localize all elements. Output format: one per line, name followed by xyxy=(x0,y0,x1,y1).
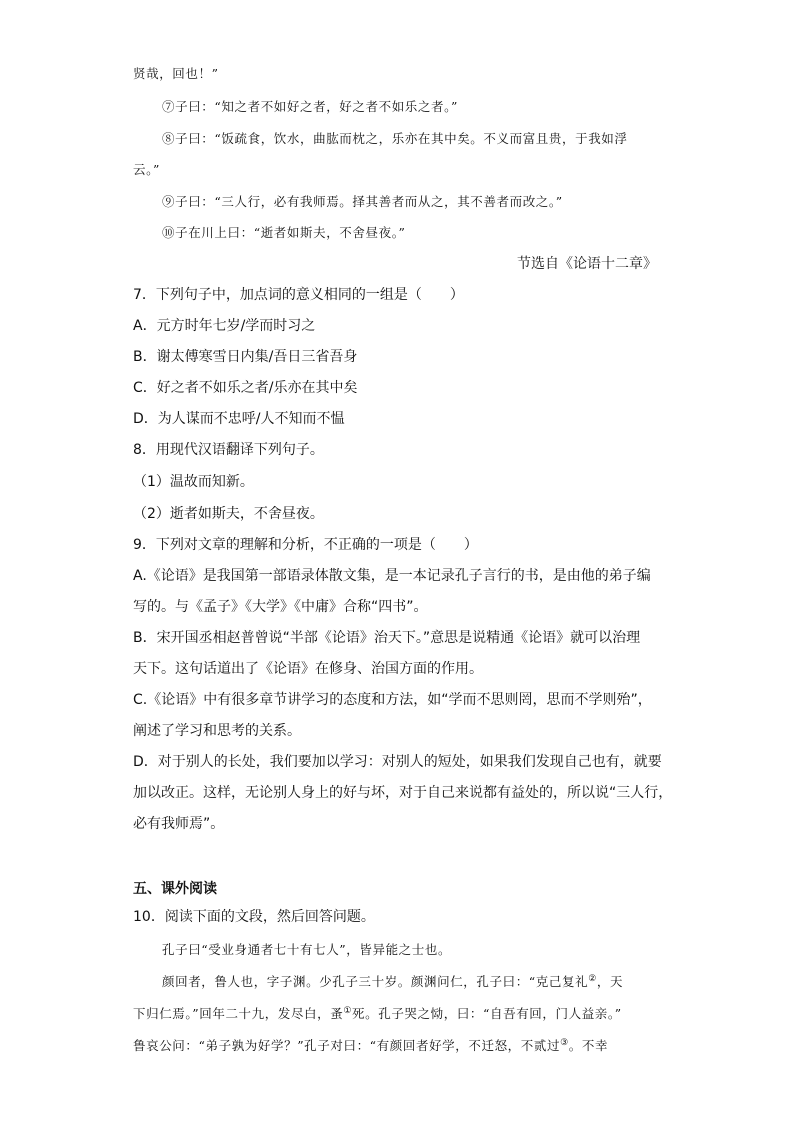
question-9-stem: 9．下列对文章的理解和分析，不正确的一项是（ ） xyxy=(133,537,478,553)
passage-line: 孔子曰“受业身通者七十有七人”，皆异能之士也。 xyxy=(162,942,452,957)
question-8-sentence-2: （2）逝者如斯夫，不舍昼夜。 xyxy=(133,506,324,522)
question-9-option-b: B．宋开国丞相赵普曾说“半部《论语》治天下。”意思是说精通《论语》就可以治理 xyxy=(133,630,641,646)
passage-line xyxy=(133,1036,608,1056)
question-9-option-d-cont: 必有我师焉”。 xyxy=(133,816,225,832)
passage-line: ⑨子曰：“三人行，必有我师焉。择其善者而从之，其不善者而改之。” xyxy=(162,194,563,209)
passage-text: ，天 xyxy=(596,974,624,989)
question-7-option-a: A．元方时年七岁/学而时习之 xyxy=(133,318,316,334)
question-7-option-b: B．谢太傅寒雪日内集/吾日三省吾身 xyxy=(133,349,358,365)
question-8-sentence-1: （1）温故而知新。 xyxy=(133,474,254,490)
passage-line: ⑩子在川上曰：“逝者如斯夫，不舍昼夜。” xyxy=(162,225,406,240)
passage-line: 贤哉，回也！” xyxy=(133,66,219,81)
question-9-option-b-cont: 天下。这句话道出了《论语》在修身、治国方面的作用。 xyxy=(133,661,483,677)
passage-line: 云。” xyxy=(133,162,160,177)
passage-line xyxy=(133,1004,622,1024)
question-10-stem: 10．阅读下面的文段，然后回答问题。 xyxy=(133,909,375,925)
passage-text: 颜回者，鲁人也，字子渊。少孔子三十岁。颜渊问仁，孔子曰：“克己复礼 xyxy=(162,974,589,989)
question-9-option-a-cont: 写的。与《孟子》《大学》《中庸》合称“四书”。 xyxy=(133,599,428,615)
passage-text: 下归仁焉。”回年二十九，发尽白，蚤 xyxy=(133,1006,344,1021)
question-7-stem: 7．下列句子中，加点词的意义相同的一组是（ ） xyxy=(133,287,464,303)
passage-line xyxy=(162,972,623,992)
passage-line: ⑦子曰：“知之者不如好之者，好之者不如乐之者。” xyxy=(162,99,458,114)
passage-line: ⑧子曰：“饭疏食，饮水，曲肱而枕之，乐亦在其中矣。不义而富且贵，于我如浮 xyxy=(162,131,628,146)
question-9-option-a: A.《论语》是我国第一部语录体散文集，是一本记录孔子言行的书，是由他的弟子编 xyxy=(133,568,651,584)
footnote-marker: ③ xyxy=(560,1037,569,1048)
question-9-option-d-cont: 加以改正。这样，无论别人身上的好与坏，对于自己来说都有益处的，所以说“三人行， xyxy=(133,785,673,801)
question-9-option-c: C.《论语》中有很多章节讲学习的态度和方法，如“学而不思则罔，思而不学则殆”， xyxy=(133,692,652,708)
question-9-option-c-cont: 阐述了学习和思考的关系。 xyxy=(133,723,301,739)
question-9-option-d: D．对于别人的长处，我们要加以学习：对别人的短处，如果我们发现自己也有，就要 xyxy=(133,754,662,770)
passage-source: 节选自《论语十二章》 xyxy=(517,256,657,272)
passage-text: 死。孔子哭之恸，曰：“自吾有回，门人益亲。” xyxy=(352,1006,622,1021)
footnote-marker: ① xyxy=(343,1005,353,1016)
question-7-option-d: D．为人谋而不忠呼/人不知而不愠 xyxy=(133,411,345,427)
question-7-option-c: C．好之者不如乐之者/乐亦在其中矣 xyxy=(133,380,358,396)
question-8-stem: 8．用现代汉语翻译下列句子。 xyxy=(133,442,324,458)
passage-text: 。不幸 xyxy=(568,1038,609,1053)
section-heading: 五、课外阅读 xyxy=(133,881,217,897)
passage-text: 鲁哀公问：“弟子孰为好学？”孔子对曰：“有颜回者好学，不迁怒，不贰过 xyxy=(133,1038,561,1053)
footnote-marker: ② xyxy=(588,973,597,984)
